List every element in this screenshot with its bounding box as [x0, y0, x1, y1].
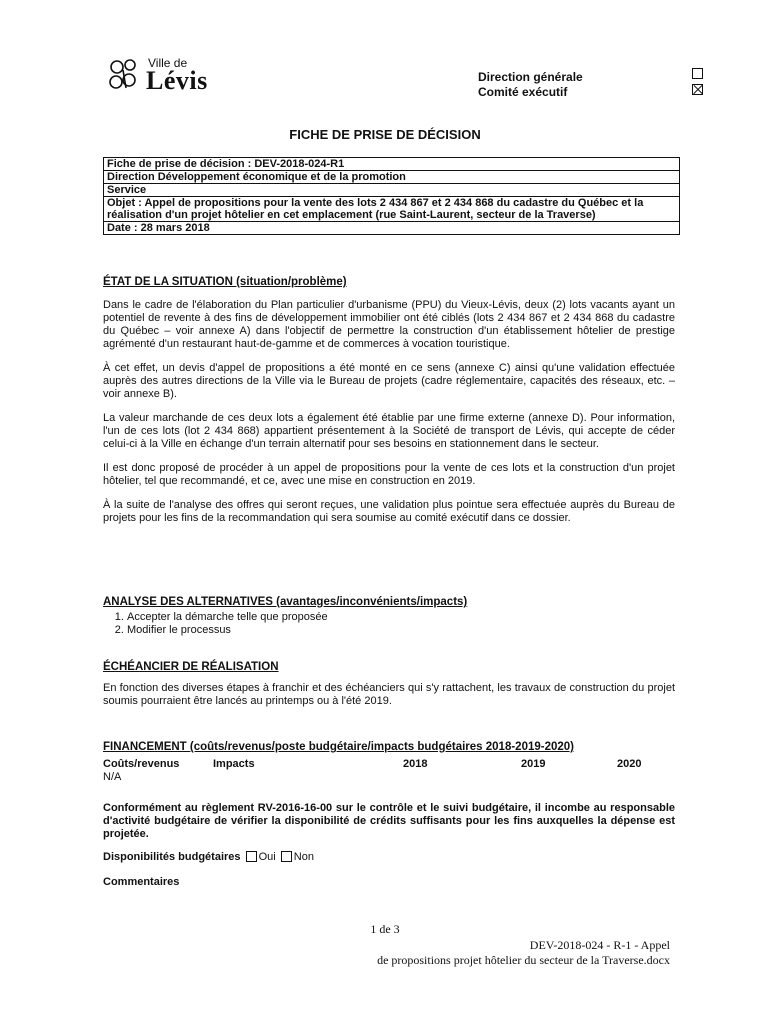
- list-item: 2. Modifier le processus: [127, 624, 675, 637]
- disponibilites-row: [103, 851, 675, 864]
- financement-section: [103, 741, 675, 889]
- fiche-number: Fiche de prise de décision : DEV-2018-024-R1: [104, 158, 679, 171]
- logo-ville-de: Ville de: [148, 56, 188, 70]
- echeancier-paragraph: En fonction des diverses étapes à franchir et des échéanciers qui s'y rattachent, les travaux de construction du projet soumis pourraient être lancés au printemps ou à l'été 2019.: [103, 682, 675, 707]
- analyse-heading: ANALYSE DES ALTERNATIVES (avantages/inconvénients/impacts): [103, 596, 468, 608]
- decision-info-box: [103, 157, 680, 235]
- date-text: Date : 28 mars 2018: [107, 222, 210, 234]
- col-year-2018: 2018: [403, 758, 428, 770]
- oui-checkbox[interactable]: [246, 851, 257, 862]
- objet-text: Objet : Appel de propositions pour la vente des lots 2 434 867 et 2 434 868 du cadastre du Québec et la réalisation d'un projet hôtelier en cet emplacement (rue Saint-Laurent, secteur de la Traverse): [104, 197, 679, 222]
- logo-levis: Lévis: [146, 66, 208, 95]
- financement-table: [103, 758, 675, 784]
- direction-name: Direction Développement économique et de la promotion: [104, 171, 679, 184]
- etat-section: [103, 276, 675, 525]
- direction-generale-checkbox[interactable]: [692, 68, 703, 79]
- etat-paragraph-5: À la suite de l'analyse des offres qui seront reçues, une validation plus pointue sera effectuée auprès du Bureau de projets pour les fins de la recommandation qui sera soumise au comité exécutif dans ce dossier.: [103, 499, 675, 524]
- document-title: FICHE DE PRISE DE DÉCISION: [289, 127, 481, 142]
- couts-value: N/A: [103, 771, 122, 783]
- col-year-2019: 2019: [521, 758, 546, 770]
- destination-checkboxes: [692, 68, 706, 100]
- list-item: 1. Accepter la démarche telle que proposée: [127, 611, 675, 624]
- comite-executif-checkbox[interactable]: [692, 84, 703, 95]
- non-label: Non: [293, 851, 314, 863]
- etat-paragraph-4: Il est donc proposé de procéder à un appel de propositions pour la vente de ces lots et la construction d'un projet hôtelier, tel que recommandé, et ce, avec une mise en construction en 2019.: [103, 462, 675, 487]
- etat-heading: ÉTAT DE LA SITUATION (situation/problème): [103, 276, 347, 288]
- col-impacts: Impacts: [213, 758, 255, 770]
- destination-direction-generale: Direction générale: [478, 70, 583, 84]
- etat-paragraph-1: Dans le cadre de l'élaboration du Plan particulier d'urbanisme (PPU) du Vieux-Lévis, deux (2) lots vacants ayant un potentiel de revente à des fins de développement immobilier ont été ciblés (lots 2 434 867 et 2 434 868 du cadastre du Québec – voir annexe A) dans l'objectif de permettre la construction d'un établissement hôtelier de prestige agrémenté d'un restaurant haut-de-gamme et de commerces à vocation touristique.: [103, 299, 675, 350]
- page-number: 1 de 3: [370, 922, 400, 936]
- echeancier-section: [103, 661, 675, 708]
- oui-label: Oui: [258, 851, 276, 863]
- ville-de-levis-logo: [108, 56, 228, 96]
- reglement-paragraph: Conformément au règlement RV-2016-16-00 sur le contrôle et le suivi budgétaire, il incombe au responsable d'activité budgétaire de vérifier la disponibilité de crédits suffisants pour les fins auxquelles la dépense est projetée.: [103, 802, 675, 840]
- analyse-section: [103, 596, 675, 637]
- service-label: Service: [104, 184, 679, 197]
- non-checkbox[interactable]: [281, 851, 292, 862]
- disponibilites-label: Disponibilités budgétaires: [103, 851, 241, 863]
- alternatives-list: [103, 611, 675, 637]
- levis-emblem-icon: [108, 58, 144, 92]
- col-year-2020: 2020: [617, 758, 642, 770]
- commentaires-label: Commentaires: [103, 876, 180, 888]
- etat-paragraph-2: À cet effet, un devis d'appel de propositions a été monté en ce sens (annexe C) ainsi qu'une validation effectuée auprès des autres directions de la Ville via le Bureau de projets (cadre réglementaire, capacités des réseaux, etc. – voir annexe B).: [103, 362, 675, 400]
- file-name-line-1: DEV-2018-024 - R-1 - Appel: [529, 938, 670, 952]
- etat-paragraph-3: La valeur marchande de ces deux lots a également été établie par une firme externe (annexe D). Pour information, l'un de ces lots (lot 2 434 868) appartient présentement à la Société de transport de Lévis, qui accepte de céder celui-ci à la Ville en échange d'un terrain alternatif pour ses besoins en stationnement dans le secteur.: [103, 412, 675, 450]
- col-couts-revenus: Coûts/revenus: [103, 758, 180, 770]
- destination-comite-executif: Comité exécutif: [478, 85, 568, 99]
- financement-heading: FINANCEMENT (coûts/revenus/poste budgétaire/impacts budgétaires 2018-2019-2020): [103, 741, 575, 753]
- echeancier-heading: ÉCHÉANCIER DE RÉALISATION: [103, 661, 279, 673]
- file-name-line-2: de propositions projet hôtelier du secteur de la Traverse.docx: [377, 953, 670, 967]
- file-name: [377, 938, 670, 968]
- destination-block: [478, 70, 583, 100]
